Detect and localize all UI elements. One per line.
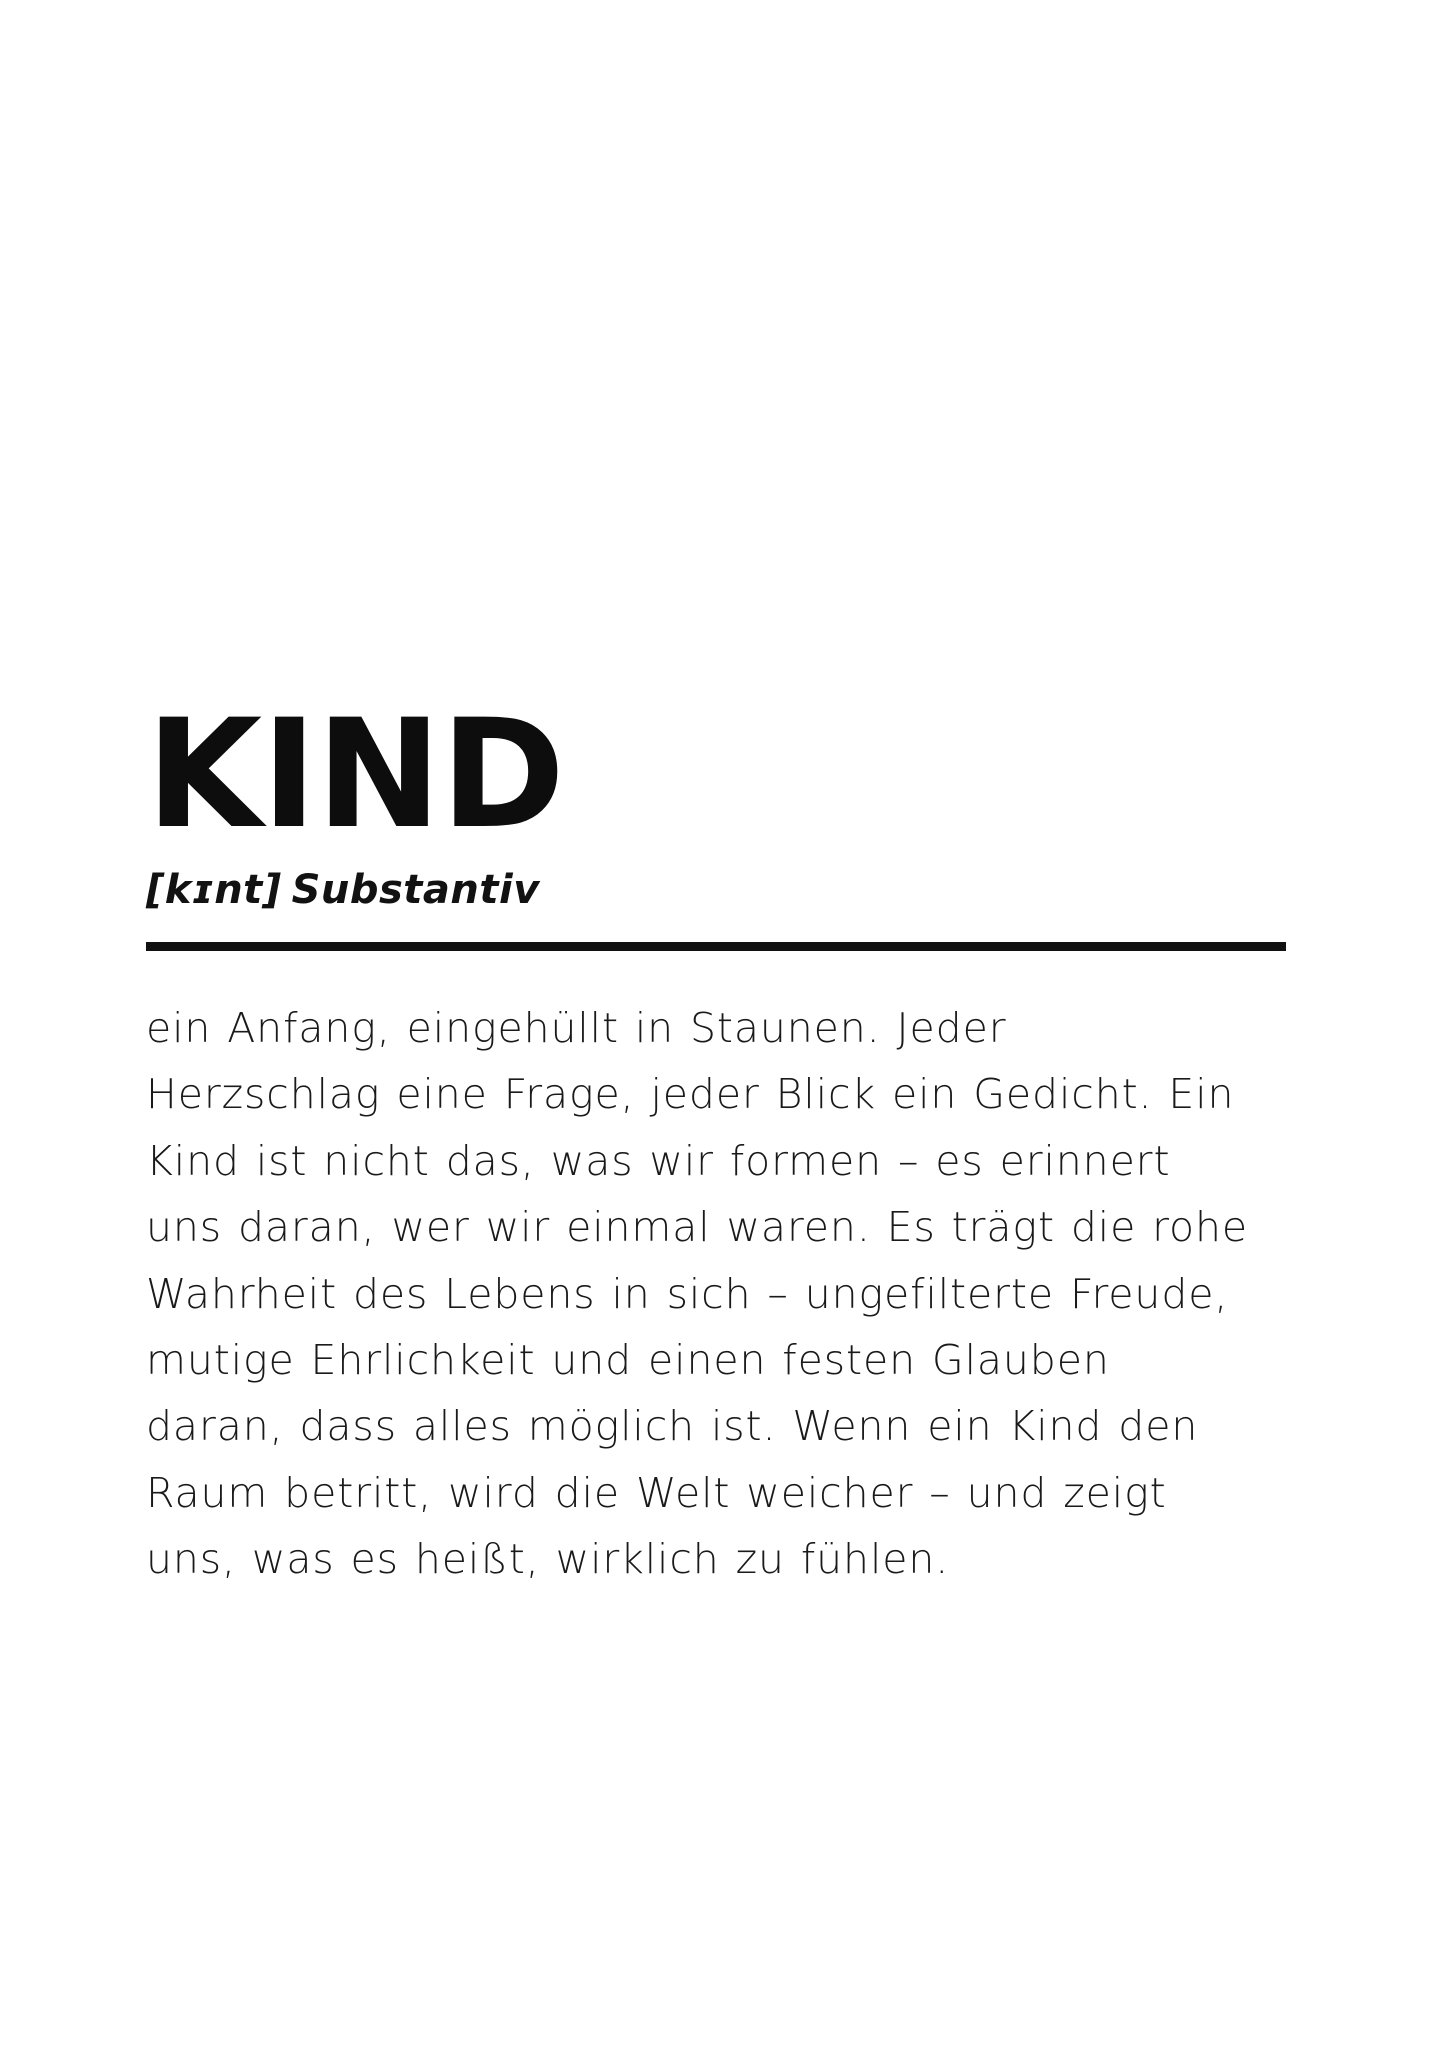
part-of-speech-label: Substantiv (291, 867, 540, 913)
divider (146, 942, 1286, 951)
definition-block (146, 688, 1301, 1593)
pronunciation-row (146, 868, 1301, 912)
definition-text: ein Anfang, eingehüllt in Staunen. Jeder Herzschlag eine Frage, jeder Blick ein Gedicht. Ein Kind ist nicht das, was wir formen – es erinnert uns daran, wer wir einmal waren. Es trägt die rohe Wahrheit des Lebens in sich – ungefilterte Freude, mutige Ehrlichkeit und einen festen Glauben daran, dass alles möglich ist. Wenn ein Kind den Raum betritt, wird die Welt weicher – und zeigt uns, was es heißt, wirklich zu fühlen. (146, 1004, 1248, 1584)
pronunciation-text: [kɪnt] (146, 867, 282, 913)
page-title: KIND (146, 688, 565, 862)
